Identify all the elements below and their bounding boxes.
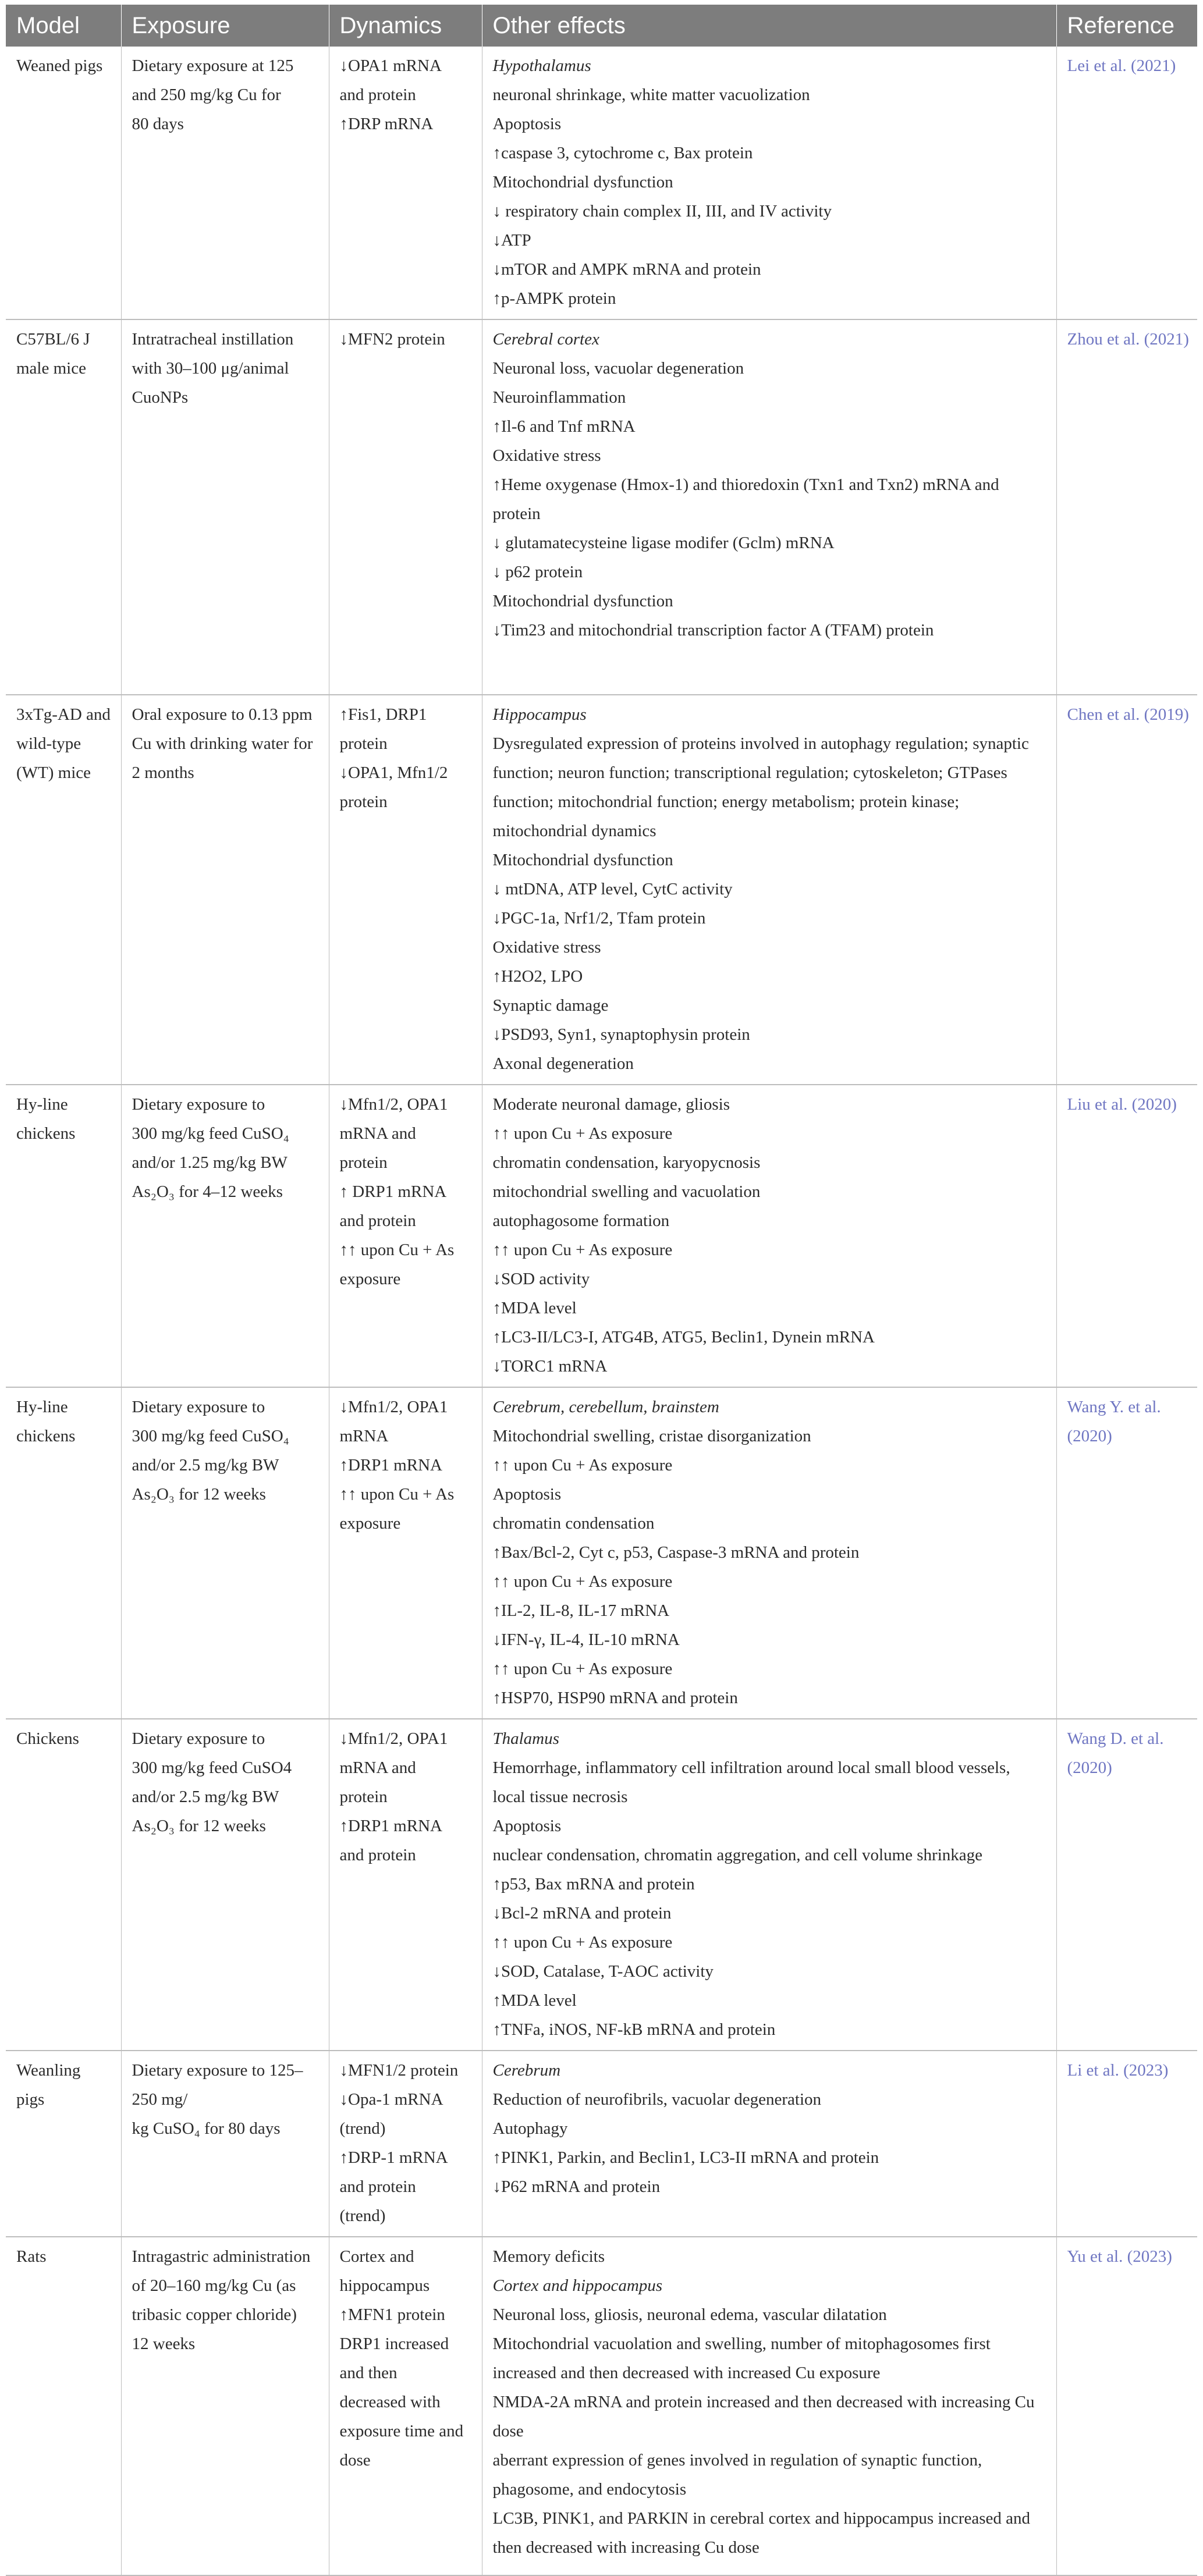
other-effects-cell-line: Cerebral cortex <box>492 330 599 349</box>
other-effects-cell-line: then decreased with increasing Cu dose <box>492 2538 760 2557</box>
dynamics-cell-line: protein <box>339 734 388 753</box>
reference-cell-line: (2020) <box>1067 1427 1112 1445</box>
model-cell-line: chickens <box>16 1124 76 1143</box>
table-row <box>6 1387 1197 1719</box>
dynamics-cell-line: ↓Mfn1/2, OPA1 <box>339 1398 448 1416</box>
reference-cell <box>1056 695 1197 1085</box>
other-effects-cell-line: ↑HSP70, HSP90 mRNA and protein <box>492 1689 738 1707</box>
table-row <box>6 47 1197 319</box>
other-effects-cell-line: function; neuron function; transcriptional regulation; cytoskeleton; GTPases <box>492 763 1007 782</box>
other-effects-cell-line: ↓Bcl-2 mRNA and protein <box>492 1904 672 1923</box>
reference-cell-line: Yu et al. (2023) <box>1067 2247 1172 2266</box>
other-effects-cell-line: ↓P62 mRNA and protein <box>492 2177 661 2196</box>
other-effects-cell-line: dose <box>492 2422 524 2440</box>
other-effects-cell <box>482 695 1056 1085</box>
table-row <box>6 1719 1197 2051</box>
other-effects-cell <box>482 47 1056 319</box>
exposure-cell-line: and/or 2.5 mg/kg BW <box>132 1456 279 1474</box>
exposure-cell-line: As₂O₃ for 12 weeks <box>132 1485 266 1504</box>
dynamics-cell-line: exposure <box>339 1514 401 1533</box>
reference-cell-line: Chen et al. (2019) <box>1067 705 1189 724</box>
dynamics-cell-line: and protein <box>339 1846 416 1864</box>
exposure-cell-line: 300 mg/kg feed CuSO₄ <box>132 1124 289 1143</box>
effects-table <box>6 5 1197 2576</box>
exposure-cell-line: Intratracheal instillation <box>132 330 294 349</box>
other-effects-cell-line: nuclear condensation, chromatin aggregation, and cell volume shrinkage <box>492 1846 983 1864</box>
other-effects-cell-line: Apoptosis <box>492 115 562 133</box>
exposure-cell <box>121 47 329 319</box>
dynamics-cell-line: ↑↑ upon Cu + As <box>339 1241 455 1259</box>
other-effects-cell-line: Oxidative stress <box>492 938 601 957</box>
header-row <box>6 5 1197 47</box>
other-effects-cell-line: chromatin condensation <box>492 1514 655 1533</box>
other-effects-cell-line: ↓PSD93, Syn1, synaptophysin protein <box>492 1025 750 1044</box>
exposure-cell-line: 2 months <box>132 763 194 782</box>
exposure-cell-line: of 20–160 mg/kg Cu (as <box>132 2276 296 2295</box>
other-effects-cell-line: Apoptosis <box>492 1485 562 1504</box>
exposure-cell <box>121 1387 329 1719</box>
model-cell-line: Hy-line <box>16 1398 68 1416</box>
other-effects-cell <box>482 319 1056 695</box>
model-cell-line: Rats <box>16 2247 47 2266</box>
dynamics-cell <box>329 1085 482 1387</box>
other-effects-cell-line: ↓IFN-γ, IL-4, IL-10 mRNA <box>492 1630 680 1649</box>
other-effects-cell-line: neuronal shrinkage, white matter vacuolization <box>492 86 810 104</box>
other-effects-cell-line: mitochondrial swelling and vacuolation <box>492 1182 761 1201</box>
model-cell-line: Chickens <box>16 1729 79 1748</box>
dynamics-cell <box>329 1719 482 2051</box>
other-effects-cell-line: ↓TORC1 mRNA <box>492 1357 608 1376</box>
header-reference: Reference <box>1056 5 1197 47</box>
other-effects-cell-line: ↓ATP <box>492 231 531 250</box>
header-dynamics: Dynamics <box>329 5 482 47</box>
dynamics-cell-line: ↑ DRP1 mRNA <box>339 1182 447 1201</box>
header-other-effects: Other effects <box>482 5 1056 47</box>
exposure-cell-line: 250 mg/ <box>132 2090 188 2109</box>
other-effects-cell-line: Axonal degeneration <box>492 1054 634 1073</box>
other-effects-cell-line: ↑Il-6 and Tnf mRNA <box>492 417 636 436</box>
model-cell-line: Weanling <box>16 2061 81 2080</box>
reference-cell-line: Liu et al. (2020) <box>1067 1095 1177 1114</box>
dynamics-cell <box>329 319 482 695</box>
dynamics-cell-line: hippocampus <box>339 2276 430 2295</box>
dynamics-cell-line: ↑MFN1 protein <box>339 2305 445 2324</box>
model-cell-line: (WT) mice <box>16 763 91 782</box>
other-effects-cell-line: aberrant expression of genes involved in regulation of synaptic function, <box>492 2451 982 2470</box>
exposure-cell <box>121 1719 329 2051</box>
model-cell <box>6 695 121 1085</box>
dynamics-cell-line: protein <box>339 1153 388 1172</box>
dynamics-cell-line: exposure <box>339 1270 401 1288</box>
other-effects-cell-line: ↑p-AMPK protein <box>492 289 616 308</box>
reference-cell <box>1056 1719 1197 2051</box>
exposure-cell-line: and/or 1.25 mg/kg BW <box>132 1153 288 1172</box>
exposure-cell-line: 12 weeks <box>132 2335 196 2353</box>
exposure-cell-line: Oral exposure to 0.13 ppm <box>132 705 313 724</box>
dynamics-cell-line: ↓Mfn1/2, OPA1 <box>339 1095 448 1114</box>
other-effects-cell-line: Hemorrhage, inflammatory cell infiltration around local small blood vessels, <box>492 1758 1010 1777</box>
exposure-cell-line: 300 mg/kg feed CuSO₄ <box>132 1427 289 1445</box>
other-effects-cell-line: Cerebrum, cerebellum, brainstem <box>492 1398 719 1416</box>
exposure-cell-line: Dietary exposure to <box>132 1729 265 1748</box>
dynamics-cell-line: ↑↑ upon Cu + As <box>339 1485 455 1504</box>
table-row <box>6 695 1197 1085</box>
exposure-cell <box>121 695 329 1085</box>
header-exposure: Exposure <box>121 5 329 47</box>
model-cell <box>6 47 121 319</box>
exposure-cell <box>121 2051 329 2237</box>
other-effects-cell-line: Synaptic damage <box>492 996 609 1015</box>
other-effects-cell-line: phagosome, and endocytosis <box>492 2480 687 2499</box>
other-effects-cell-line: Cerebrum <box>492 2061 561 2080</box>
other-effects-cell-line: ↑↑ upon Cu + As exposure <box>492 1933 673 1952</box>
model-cell-line: Weaned pigs <box>16 56 103 75</box>
reference-cell <box>1056 2237 1197 2575</box>
other-effects-cell-line: increased and then decreased with increased Cu exposure <box>492 2364 881 2382</box>
other-effects-cell-line: Autophagy <box>492 2119 568 2138</box>
other-effects-cell-line: ↑Bax/Bcl-2, Cyt c, p53, Caspase-3 mRNA and protein <box>492 1543 860 1562</box>
model-cell-line: chickens <box>16 1427 76 1445</box>
dynamics-cell <box>329 47 482 319</box>
other-effects-cell-line: ↓ mtDNA, ATP level, CytC activity <box>492 880 733 898</box>
other-effects-cell-line: Cortex and hippocampus <box>492 2276 663 2295</box>
reference-cell <box>1056 1085 1197 1387</box>
exposure-cell-line: Dietary exposure at 125 <box>132 56 294 75</box>
reference-cell-line: (2020) <box>1067 1758 1112 1777</box>
model-cell <box>6 319 121 695</box>
other-effects-cell-line: ↓PGC-1a, Nrf1/2, Tfam protein <box>492 909 706 928</box>
other-effects-cell-line: NMDA-2A mRNA and protein increased and then decreased with increasing Cu <box>492 2393 1035 2411</box>
dynamics-cell-line: (trend) <box>339 2119 386 2138</box>
table-row <box>6 319 1197 695</box>
exposure-cell-line: CuoNPs <box>132 388 189 407</box>
other-effects-cell-line: ↑MDA level <box>492 1299 577 1317</box>
model-cell-line: male mice <box>16 359 86 378</box>
other-effects-cell-line: Hypothalamus <box>492 56 591 75</box>
exposure-cell-line: Dietary exposure to <box>132 1398 265 1416</box>
dynamics-cell-line: and protein <box>339 86 416 104</box>
other-effects-cell-line: ↑Heme oxygenase (Hmox-1) and thioredoxin (Txn1 and Txn2) mRNA and <box>492 475 999 494</box>
model-cell-line: pigs <box>16 2090 45 2109</box>
dynamics-cell-line: ↑DRP1 mRNA <box>339 1456 442 1474</box>
other-effects-cell-line: Mitochondrial swelling, cristae disorganization <box>492 1427 811 1445</box>
other-effects-cell <box>482 2051 1056 2237</box>
other-effects-cell-line: ↑p53, Bax mRNA and protein <box>492 1875 695 1893</box>
other-effects-cell-line: ↑↑ upon Cu + As exposure <box>492 1456 673 1474</box>
model-cell-line: Hy-line <box>16 1095 68 1114</box>
dynamics-cell-line: protein <box>339 793 388 811</box>
exposure-cell-line: Cu with drinking water for <box>132 734 313 753</box>
reference-cell-line: Wang D. et al. <box>1067 1729 1164 1748</box>
exposure-cell-line: 300 mg/kg feed CuSO4 <box>132 1758 292 1777</box>
exposure-cell <box>121 319 329 695</box>
dynamics-cell-line: (trend) <box>339 2207 386 2225</box>
other-effects-cell-line: ↓SOD, Catalase, T-AOC activity <box>492 1962 714 1981</box>
exposure-cell-line: tribasic copper chloride) <box>132 2305 297 2324</box>
dynamics-cell <box>329 2237 482 2575</box>
other-effects-cell <box>482 2237 1056 2575</box>
reference-cell <box>1056 1387 1197 1719</box>
reference-cell-line: Wang Y. et al. <box>1067 1398 1161 1416</box>
other-effects-cell <box>482 1719 1056 2051</box>
other-effects-cell-line: ↑LC3-II/LC3-I, ATG4B, ATG5, Beclin1, Dynein mRNA <box>492 1328 875 1346</box>
other-effects-cell-line: Memory deficits <box>492 2247 605 2266</box>
model-cell <box>6 2051 121 2237</box>
other-effects-cell-line: mitochondrial dynamics <box>492 822 656 840</box>
model-cell-line: C57BL/6 J <box>16 330 90 349</box>
dynamics-cell-line: Cortex and <box>339 2247 414 2266</box>
other-effects-cell-line: chromatin condensation, karyopycnosis <box>492 1153 761 1172</box>
other-effects-cell-line: local tissue necrosis <box>492 1788 628 1806</box>
reference-cell-line: Lei et al. (2021) <box>1067 56 1176 75</box>
exposure-cell-line: and 250 mg/kg Cu for <box>132 86 281 104</box>
model-cell <box>6 1085 121 1387</box>
other-effects-cell-line: ↑↑ upon Cu + As exposure <box>492 1124 673 1143</box>
other-effects-cell-line: ↓ glutamatecysteine ligase modifer (Gclm) mRNA <box>492 534 835 552</box>
other-effects-cell-line: ↓SOD activity <box>492 1270 590 1288</box>
exposure-cell-line: As₂O₃ for 12 weeks <box>132 1817 266 1835</box>
model-cell <box>6 2237 121 2575</box>
dynamics-cell-line: ↑DRP-1 mRNA <box>339 2148 448 2167</box>
dynamics-cell-line: ↓Mfn1/2, OPA1 <box>339 1729 448 1748</box>
other-effects-cell-line: ↑↑ upon Cu + As exposure <box>492 1572 673 1591</box>
dynamics-cell-line: ↓MFN1/2 protein <box>339 2061 459 2080</box>
dynamics-cell-line: and then <box>339 2364 398 2382</box>
reference-cell <box>1056 319 1197 695</box>
other-effects-cell-line: Neuronal loss, gliosis, neuronal edema, vascular dilatation <box>492 2305 887 2324</box>
other-effects-cell-line: Neuroinflammation <box>492 388 626 407</box>
dynamics-cell-line: and protein <box>339 2177 416 2196</box>
reference-cell-line: Zhou et al. (2021) <box>1067 330 1189 349</box>
dynamics-cell-line: ↓Opa-1 mRNA <box>339 2090 443 2109</box>
dynamics-cell <box>329 1387 482 1719</box>
other-effects-cell-line: Reduction of neurofibrils, vacuolar degeneration <box>492 2090 821 2109</box>
model-cell-line: 3xTg-AD and <box>16 705 111 724</box>
dynamics-cell-line: mRNA <box>339 1427 389 1445</box>
other-effects-cell-line: ↓mTOR and AMPK mRNA and protein <box>492 260 761 279</box>
exposure-cell-line: and/or 2.5 mg/kg BW <box>132 1788 279 1806</box>
other-effects-cell-line: Mitochondrial dysfunction <box>492 851 673 869</box>
other-effects-cell <box>482 1085 1056 1387</box>
dynamics-cell-line: ↑Fis1, DRP1 <box>339 705 427 724</box>
dynamics-cell <box>329 2051 482 2237</box>
dynamics-cell-line: dose <box>339 2451 371 2470</box>
reference-cell <box>1056 47 1197 319</box>
dynamics-cell-line: DRP1 increased <box>339 2335 449 2353</box>
other-effects-cell-line: ↑H2O2, LPO <box>492 967 583 986</box>
other-effects-cell-line: ↑TNFa, iNOS, NF-kB mRNA and protein <box>492 2020 776 2039</box>
other-effects-cell-line: Moderate neuronal damage, gliosis <box>492 1095 730 1114</box>
other-effects-cell-line: function; mitochondrial function; energy metabolism; protein kinase; <box>492 793 960 811</box>
dynamics-cell-line: mRNA and <box>339 1124 416 1143</box>
dynamics-cell-line: exposure time and <box>339 2422 464 2440</box>
dynamics-cell <box>329 695 482 1085</box>
model-cell <box>6 1387 121 1719</box>
model-cell-line: wild-type <box>16 734 81 753</box>
other-effects-cell-line: protein <box>492 504 541 523</box>
other-effects-cell <box>482 1387 1056 1719</box>
other-effects-cell-line: Mitochondrial dysfunction <box>492 592 673 610</box>
exposure-cell <box>121 1085 329 1387</box>
exposure-cell <box>121 2237 329 2575</box>
table-row <box>6 1085 1197 1387</box>
other-effects-cell-line: Neuronal loss, vacuolar degeneration <box>492 359 744 378</box>
other-effects-cell-line: Apoptosis <box>492 1817 562 1835</box>
exposure-cell-line: with 30–100 μg/animal <box>132 359 289 378</box>
other-effects-cell-line: ↑↑ upon Cu + As exposure <box>492 1241 673 1259</box>
other-effects-cell-line: ↓ p62 protein <box>492 563 583 581</box>
dynamics-cell-line: ↓OPA1, Mfn1/2 <box>339 763 448 782</box>
other-effects-cell-line: ↓ respiratory chain complex II, III, and IV activity <box>492 202 832 221</box>
header-model: Model <box>6 5 121 47</box>
model-cell <box>6 1719 121 2051</box>
table-body <box>6 47 1197 2575</box>
dynamics-cell-line: mRNA and <box>339 1758 416 1777</box>
dynamics-cell-line: ↑DRP1 mRNA <box>339 1817 442 1835</box>
reference-cell-line: Li et al. (2023) <box>1067 2061 1169 2080</box>
other-effects-cell-line: Hippocampus <box>492 705 587 724</box>
dynamics-cell-line: ↑DRP mRNA <box>339 115 434 133</box>
other-effects-cell-line: Mitochondrial dysfunction <box>492 173 673 191</box>
dynamics-cell-line: protein <box>339 1788 388 1806</box>
exposure-cell-line: As₂O₃ for 4–12 weeks <box>132 1182 283 1201</box>
other-effects-cell-line: Oxidative stress <box>492 446 601 465</box>
other-effects-cell-line: ↑caspase 3, cytochrome c, Bax protein <box>492 144 753 162</box>
dynamics-cell-line: ↓MFN2 protein <box>339 330 445 349</box>
table-row <box>6 2051 1197 2237</box>
exposure-cell-line: 80 days <box>132 115 184 133</box>
exposure-cell-line: Dietary exposure to <box>132 1095 265 1114</box>
dynamics-cell-line: ↓OPA1 mRNA <box>339 56 442 75</box>
other-effects-cell-line: ↓Tim23 and mitochondrial transcription factor A (TFAM) protein <box>492 621 934 639</box>
dynamics-cell-line: decreased with <box>339 2393 441 2411</box>
other-effects-cell-line: ↑PINK1, Parkin, and Beclin1, LC3-II mRNA and protein <box>492 2148 879 2167</box>
other-effects-cell-line: LC3B, PINK1, and PARKIN in cerebral cortex and hippocampus increased and <box>492 2509 1030 2528</box>
other-effects-cell-line: ↑↑ upon Cu + As exposure <box>492 1660 673 1678</box>
other-effects-cell-line: ↑MDA level <box>492 1991 577 2010</box>
table-row <box>6 2237 1197 2575</box>
other-effects-cell-line: Dysregulated expression of proteins involved in autophagy regulation; synaptic <box>492 734 1029 753</box>
other-effects-cell-line: Mitochondrial vacuolation and swelling, number of mitophagosomes first <box>492 2335 991 2353</box>
other-effects-cell-line: autophagosome formation <box>492 1211 670 1230</box>
other-effects-cell-line: ↑IL-2, IL-8, IL-17 mRNA <box>492 1601 670 1620</box>
dynamics-cell-line: and protein <box>339 1211 416 1230</box>
exposure-cell-line: Dietary exposure to 125– <box>132 2061 303 2080</box>
other-effects-cell-line: Thalamus <box>492 1729 559 1748</box>
exposure-cell-line: Intragastric administration <box>132 2247 311 2266</box>
reference-cell <box>1056 2051 1197 2237</box>
exposure-cell-line: kg CuSO₄ for 80 days <box>132 2119 281 2138</box>
